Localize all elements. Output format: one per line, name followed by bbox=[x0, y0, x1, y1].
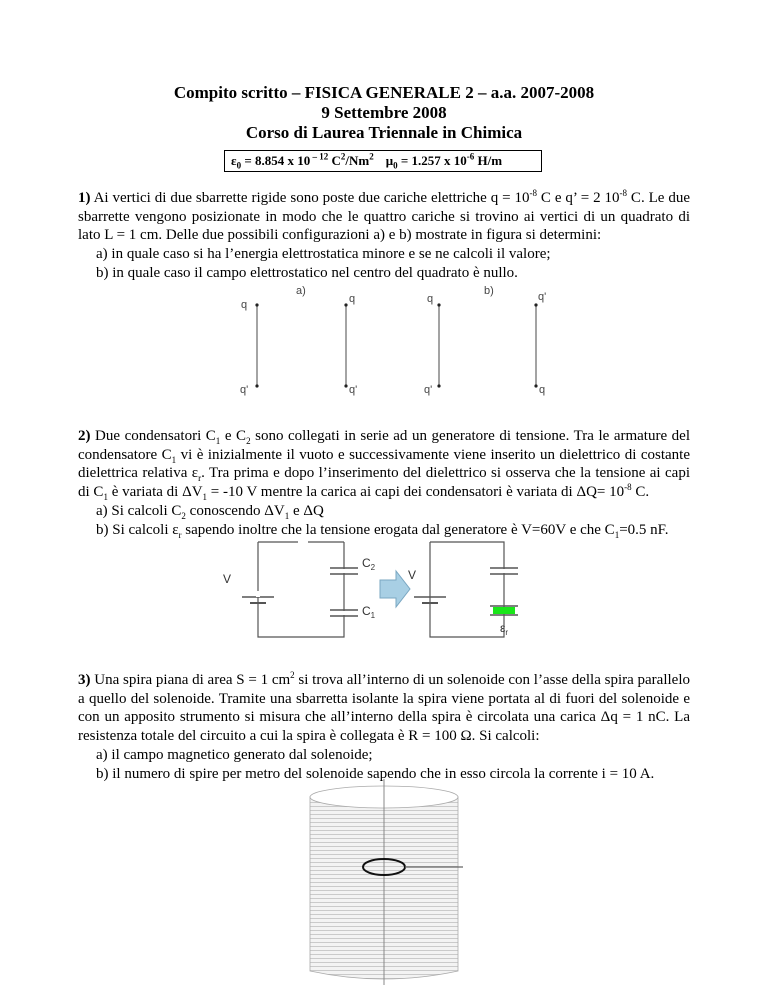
epsilon0-constant: $\varepsilon_0 = 8.854$ x 10 $^{- 12}$ $C^2/Nm^2$ bbox=[231, 151, 374, 171]
charge-dot bbox=[534, 384, 537, 387]
charge-dot bbox=[437, 384, 440, 387]
problem-1-figure bbox=[220, 280, 560, 400]
problem-3-figure bbox=[280, 775, 470, 985]
circuit-wire bbox=[258, 542, 344, 637]
charge-label: q bbox=[427, 293, 434, 305]
capacitor-c2-label: $C_2$ bbox=[362, 556, 376, 572]
course-name: Corso di Laurea Triennale in Chimica bbox=[245, 123, 523, 142]
circuit-wire bbox=[430, 542, 504, 637]
charge-dot bbox=[344, 303, 347, 306]
problem-3-question-a: a) il campo magnetico generato dal solenoide; bbox=[96, 747, 373, 763]
charge-dot bbox=[437, 303, 440, 306]
charge-label: q bbox=[539, 384, 546, 396]
config-a-label: a) bbox=[296, 285, 306, 297]
exam-title: Compito scritto – FISICA GENERALE 2 – a.a. 2007-2008 bbox=[173, 83, 595, 102]
problem-2-text: 2) Due condensatori $C_1$ e $C_2$ sono collegati in serie ad un generatore di tensione. Tra le armature del condensatore $C_1$ vi è inizialmente il vuoto e successivamente viene inserito un dielettrico di costante dielettrica relativa $\varepsilon_r$. Tra prima e dopo l’inserimento del dielettrico si osserva che la tensione ai capi di $C_1$ è variata di $\Delta V_1 = -10$ V mentre la carica ai capi dei condensatori è variata di $\Delta Q= 10^{-8}$ C. bbox=[78, 428, 691, 502]
problem-1-question-a: a) in quale caso si ha l’energia elettrostatica minore e se ne calcoli il valore; bbox=[96, 246, 551, 262]
mu0-constant: $\mu_0 = 1.257$ x $10^{-6}$ H/m bbox=[385, 151, 503, 171]
voltage-label: V bbox=[408, 568, 417, 582]
transition-arrow bbox=[380, 571, 410, 607]
problem-1-text: 1) Ai vertici di due sbarrette rigide sono poste due cariche elettriche $q = 10^{-8}$ C e q’ = 2 $10^{-8}$ C. Le due sbarrette vengono posizionate in modo che le quattro cariche si trovino ai vertici di un quadrato di lato L = 1 cm. Delle due possibili configurazioni a) e b) mostrate in figura si determini: bbox=[78, 188, 691, 244]
problem-2-figure bbox=[210, 535, 540, 650]
charge-dot bbox=[255, 303, 258, 306]
charge-label: q' bbox=[240, 384, 249, 396]
charge-dot bbox=[255, 384, 258, 387]
charge-label: q' bbox=[349, 384, 358, 396]
problem-2-question-b: b) Si calcoli $\varepsilon_r$ sapendo inoltre che la tensione erogata dal generatore è V=60V e che $C_1=0.5$ nF. bbox=[96, 522, 669, 540]
dielectric-slab bbox=[493, 607, 515, 614]
config-b-label: b) bbox=[484, 285, 494, 297]
problem-1-question-b: b) in quale caso il campo elettrostatico nel centro del quadrato è nullo. bbox=[96, 265, 518, 281]
dielectric-label: $\varepsilon_r$ bbox=[500, 621, 509, 637]
charge-label: q' bbox=[424, 384, 433, 396]
charge-dot bbox=[344, 384, 347, 387]
voltage-label: V bbox=[223, 572, 232, 586]
exam-date: 9 Settembre 2008 bbox=[321, 103, 447, 122]
constants-box bbox=[224, 150, 542, 172]
capacitor-c1-label: $C_1$ bbox=[362, 604, 376, 620]
problem-3-text: 3) Una spira piana di area S = 1 $cm^2$ si trova all’interno di un solenoide con l’asse della spira parallelo a quello del solenoide. Tramite una sbarretta isolante la spira viene portata al di fuori del solenoide e con un apposito strumento si misura che all’interno della spira è circolata una carica Δq = 1 nC. La resistenza totale del circuito a cui la spira è collegata è R = 100 Ω. Si calcoli: bbox=[78, 670, 690, 744]
problem-3-question-b: b) il numero di spire per metro del solenoide sapendo che in esso circola la corrente i = 10 A. bbox=[96, 766, 655, 782]
charge-label: q' bbox=[538, 291, 547, 303]
charge-label: q bbox=[349, 293, 356, 305]
charge-label: q bbox=[241, 299, 248, 311]
charge-dot bbox=[534, 303, 537, 306]
problem-2-question-a: a) Si calcoli $C_2$ conoscendo $\Delta V_1$ e ΔQ bbox=[96, 503, 324, 521]
